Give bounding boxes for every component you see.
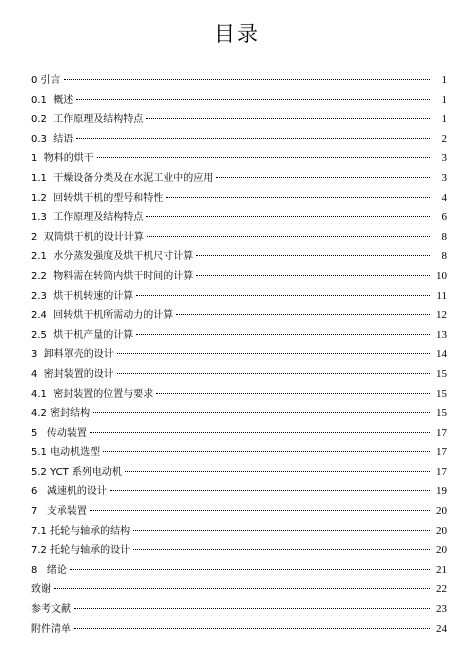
toc-entry-page-number: 17	[436, 426, 447, 439]
toc-entry[interactable]	[31, 502, 447, 522]
toc-entry-label: 4.2 密封结构	[31, 408, 91, 420]
toc-entry[interactable]	[31, 228, 447, 248]
toc-entry[interactable]	[31, 149, 447, 169]
toc-entry[interactable]	[31, 443, 447, 463]
toc-entry-label: 1.3 工作原理及结构特点	[31, 212, 144, 224]
toc-entry[interactable]	[31, 541, 447, 561]
toc-entry[interactable]	[31, 482, 447, 502]
toc-entry-label: 7 支承装置	[31, 506, 87, 518]
toc-entry-label: 7.1 托轮与轴承的结构	[31, 525, 131, 537]
toc-entry-label: 0.1 概述	[31, 94, 74, 106]
toc-entry-label: 0.3 结语	[31, 133, 74, 145]
toc-entry[interactable]	[31, 306, 447, 326]
toc-entry-label: 3 卸料罩壳的设计	[31, 349, 114, 361]
toc-entry-page-number: 14	[436, 348, 447, 361]
toc-entry[interactable]	[31, 130, 447, 150]
toc-entry-label: 2.1 水分蒸发强度及烘干机尺寸计算	[31, 251, 194, 263]
toc-entry-label: 4.1 密封装置的位置与要求	[31, 388, 154, 400]
toc-entry[interactable]	[31, 522, 447, 542]
toc-entry[interactable]	[31, 91, 447, 111]
toc-entry-label: 8 绪论	[31, 564, 67, 576]
toc-dot-leader	[125, 471, 430, 472]
toc-entry-label: 附件清单	[31, 623, 71, 635]
toc-dot-leader	[54, 588, 430, 589]
toc-dot-leader	[196, 275, 430, 276]
toc-dot-leader	[166, 197, 430, 198]
toc-entry-label: 1 物料的烘干	[31, 153, 94, 165]
toc-entry-label: 1.1 干燥设备分类及在水泥工业中的应用	[31, 172, 214, 184]
toc-dot-leader	[117, 353, 430, 354]
toc-entry-label: 2.5 烘干机产量的计算	[31, 329, 134, 341]
toc-dot-leader	[76, 99, 430, 100]
toc-entry[interactable]	[31, 71, 447, 91]
toc-entry-page-number: 10	[436, 269, 447, 282]
toc-entry-label: 5 传动装置	[31, 427, 87, 439]
toc-dot-leader	[216, 177, 430, 178]
toc-dot-leader	[133, 549, 430, 550]
toc-entry[interactable]	[31, 287, 447, 307]
toc-entry[interactable]	[31, 247, 447, 267]
toc-entry-page-number: 15	[436, 367, 447, 380]
toc-entry-page-number: 20	[436, 505, 447, 518]
toc-dot-leader	[103, 451, 430, 452]
toc-dot-leader	[117, 373, 430, 374]
toc-dot-leader	[93, 412, 430, 413]
toc-dot-leader	[110, 490, 430, 491]
toc-dot-leader	[146, 118, 430, 119]
toc-entry-label: 0.2 工作原理及结构特点	[31, 114, 144, 126]
toc-entry-label: 0 引言	[31, 75, 61, 86]
toc-entry-label: 4 密封装置的设计	[31, 368, 114, 380]
toc-entry[interactable]	[31, 385, 447, 405]
toc-entry-label: 5.1 电动机选型	[31, 447, 101, 459]
toc-entry[interactable]	[31, 267, 447, 287]
toc-dot-leader	[76, 138, 430, 139]
toc-entry[interactable]	[31, 580, 447, 600]
toc-entry[interactable]	[31, 365, 447, 385]
toc-entry-page-number: 8	[441, 230, 447, 243]
toc-entry[interactable]	[31, 110, 447, 130]
toc-entry-page-number: 1	[441, 113, 447, 126]
toc-dot-leader	[90, 510, 430, 511]
toc-entry-page-number: 1	[441, 93, 447, 106]
toc-entry-page-number: 17	[436, 446, 447, 459]
toc-entry[interactable]	[31, 169, 447, 189]
page-title: 目录	[214, 22, 260, 46]
toc-entry-label: 参考文献	[31, 604, 71, 616]
toc-entry-page-number: 24	[436, 622, 447, 635]
toc-entry-label: 2 双筒烘干机的设计计算	[31, 231, 144, 243]
toc-dot-leader	[133, 530, 430, 531]
toc-dot-leader	[136, 334, 430, 335]
toc-entry-label: 2.4 回转烘干机所需动力的计算	[31, 310, 174, 322]
toc-entry[interactable]	[31, 208, 447, 228]
toc-entry-page-number: 22	[436, 583, 447, 596]
toc-entry-page-number: 12	[436, 309, 447, 322]
toc-entry-page-number: 11	[436, 289, 447, 302]
toc-entry[interactable]	[31, 404, 447, 424]
toc-entry-page-number: 3	[441, 171, 447, 184]
toc-entry-label: 1.2 回转烘干机的型号和特性	[31, 192, 164, 204]
toc-entry-label: 6 减速机的设计	[31, 486, 107, 498]
toc-entry-page-number: 15	[436, 387, 447, 400]
toc-entry-page-number: 15	[436, 407, 447, 420]
toc-entry[interactable]	[31, 463, 447, 483]
toc-entry-label: 5.2 YCT 系列电动机	[31, 466, 122, 478]
toc-entry-page-number: 17	[436, 465, 447, 478]
toc-entry[interactable]	[31, 600, 447, 620]
toc-dot-leader	[196, 255, 430, 256]
toc-dot-leader	[136, 295, 430, 296]
toc-dot-leader	[156, 393, 430, 394]
toc-entry-page-number: 20	[436, 524, 447, 537]
toc-entry-label: 致谢	[31, 584, 51, 596]
toc-entry-page-number: 23	[436, 603, 447, 616]
toc-entry-page-number: 6	[441, 211, 447, 224]
toc-entry-page-number: 1	[441, 74, 447, 86]
toc-dot-leader	[74, 608, 430, 609]
toc-entry-page-number: 3	[441, 152, 447, 165]
table-of-contents	[31, 71, 447, 639]
toc-dot-leader	[176, 314, 430, 315]
toc-entry-page-number: 8	[441, 250, 447, 263]
toc-entry-page-number: 20	[436, 544, 447, 557]
toc-entry[interactable]	[31, 345, 447, 365]
toc-entry-page-number: 2	[441, 132, 447, 145]
toc-entry-page-number: 21	[436, 563, 447, 576]
toc-dot-leader	[146, 216, 430, 217]
toc-dot-leader	[97, 157, 430, 158]
toc-entry[interactable]	[31, 326, 447, 346]
toc-entry-label: 2.3 烘干机转速的计算	[31, 290, 134, 302]
toc-dot-leader	[74, 628, 430, 629]
toc-entry[interactable]	[31, 561, 447, 581]
toc-dot-leader	[90, 432, 430, 433]
toc-entry-page-number: 4	[441, 191, 447, 204]
toc-dot-leader	[64, 79, 430, 80]
toc-entry[interactable]	[31, 620, 447, 640]
toc-entry-page-number: 19	[436, 485, 447, 498]
toc-entry[interactable]	[31, 189, 447, 209]
toc-entry[interactable]	[31, 424, 447, 444]
toc-dot-leader	[147, 236, 430, 237]
toc-entry-page-number: 13	[436, 328, 447, 341]
toc-entry-label: 2.2 物料需在转筒内烘干时间的计算	[31, 270, 194, 282]
toc-entry-label: 7.2 托轮与轴承的设计	[31, 545, 131, 557]
toc-dot-leader	[70, 569, 430, 570]
